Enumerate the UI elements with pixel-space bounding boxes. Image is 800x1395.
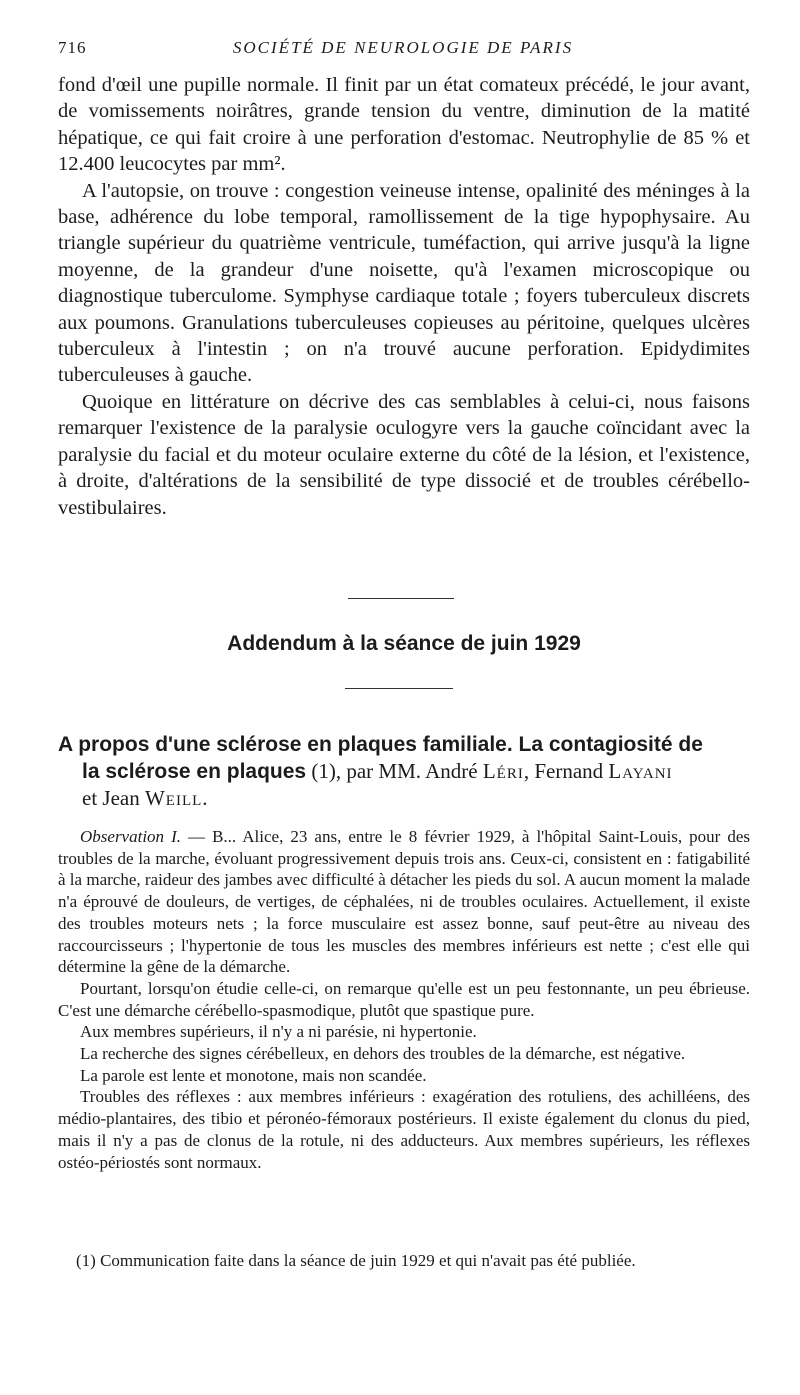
author-last: Layani bbox=[608, 759, 673, 783]
running-title: SOCIÉTÉ DE NEUROLOGIE DE PARIS bbox=[232, 38, 574, 57]
article-title bbox=[58, 732, 750, 811]
author-sep: , Fernand bbox=[523, 759, 609, 783]
title-line bbox=[58, 758, 750, 785]
page-number: 716 bbox=[58, 38, 87, 57]
title-fragment: la sclérose en plaques bbox=[82, 760, 307, 783]
divider-rule bbox=[345, 688, 453, 689]
title-line: A propos d'une sclérose en plaques familiale. La contagiosité de bbox=[58, 733, 703, 756]
observation-text-run: — B... Alice, 23 ans, entre le 8 février 1929, à l'hôpital Saint-Louis, pour des troubles de la marche, évoluant progressivement depuis trois ans. Ceux-ci, consistent en : fatigabilité à la marche, raideur des jambes avec difficulté à détacher les pieds du sol. A aucun moment la malade n'a éprouvé de douleurs, de vertiges, de céphalées, ni de troubles oculaires. Actuellement, il existe des troubles moteurs nets ; la force musculaire est assez bonne, sauf peut-être au niveau des raccourcisseurs ; l'hypertonie de tous les muscles des membres inférieurs est nette ; c'est elle qui détermine la gêne de la démarche. bbox=[58, 827, 750, 977]
paragraph: La parole est lente et monotone, mais non scandée. bbox=[80, 1065, 427, 1085]
divider-rule bbox=[348, 598, 454, 599]
title-line bbox=[58, 785, 750, 811]
paragraph: Troubles des réflexes : aux membres inférieurs : exagération des rotuliens, des achilléens, des médio-plantaires, des tibio et péronéo-fémoraux postérieurs. Il existe également du clonus du pied, mais il n'y a pas de clonus de la rotule, ni des adducteurs. Aux membres supérieurs, les réflexes ostéo-périostés sont normaux. bbox=[58, 1087, 750, 1172]
footnote-ref: (1), par MM. bbox=[306, 759, 426, 783]
body-text bbox=[58, 72, 750, 521]
running-head bbox=[58, 38, 748, 62]
footnote: (1) Communication faite dans la séance de juin 1929 et qui n'avait pas été publiée. bbox=[76, 1251, 636, 1270]
observation-label: Observation I. bbox=[80, 827, 181, 846]
author-last: Weill bbox=[144, 786, 203, 810]
author-first: et Jean bbox=[82, 786, 145, 810]
paragraph bbox=[58, 826, 750, 978]
paragraph: Quoique en littérature on décrive des cas semblables à celui-ci, nous faisons remarquer l'existence de la paralysie oculogyre vers la gauche coïncidant avec la paralysie du facial et du moteur oculaire externe du côté de la lésion, et l'existence, à droite, d'altérations de la sensibilité de type dissocié et de troubles cérébello-vestibulaires. bbox=[58, 390, 750, 519]
observation-text bbox=[58, 826, 750, 1173]
paragraph: Aux membres supérieurs, il n'y a ni parésie, ni hypertonie. bbox=[80, 1022, 477, 1042]
author-last: Léri bbox=[482, 759, 524, 783]
author-first: André bbox=[425, 759, 483, 783]
paragraph: La recherche des signes cérébelleux, en dehors des troubles de la démarche, est négative. bbox=[80, 1044, 686, 1064]
paragraph: A l'autopsie, on trouve : congestion veineuse intense, opalinité des méninges à la base, adhérence du lobe temporal, ramollissement de la tige hypophysaire. Au triangle supérieur du quatrième ventricule, tuméfaction, qui arrive jusqu'à la ligne moyenne, de la grandeur d'une noisette, qu'à l'examen microscopique ou diagnostique tuberculome. Symphyse cardiaque totale ; foyers tuberculeux discrets aux poumons. Granulations tuberculeuses copieuses au péritoine, quelques ulcères tuberculeux à l'intestin ; on n'a trouvé aucune perforation. Epidydimites tuberculeuses à gauche. bbox=[58, 179, 750, 387]
addendum-heading: Addendum à la séance de juin 1929 bbox=[227, 632, 581, 655]
paragraph: Pourtant, lorsqu'on étudie celle-ci, on remarque qu'elle est un peu festonnante, un peu ébrieuse. C'est une démarche cérébello-spasmodique, plutôt que spastique pure. bbox=[58, 978, 750, 1020]
paragraph: fond d'œil une pupille normale. Il finit par un état comateux précédé, le jour avant, de vomissements noirâtres, grande tension du ventre, diminution de la matité hépatique, ce qui fait croire à une perforation d'estomac. Neutrophylie de 85 % et 12.400 leucocytes par mm². bbox=[58, 74, 750, 176]
title-end: . bbox=[202, 786, 208, 810]
